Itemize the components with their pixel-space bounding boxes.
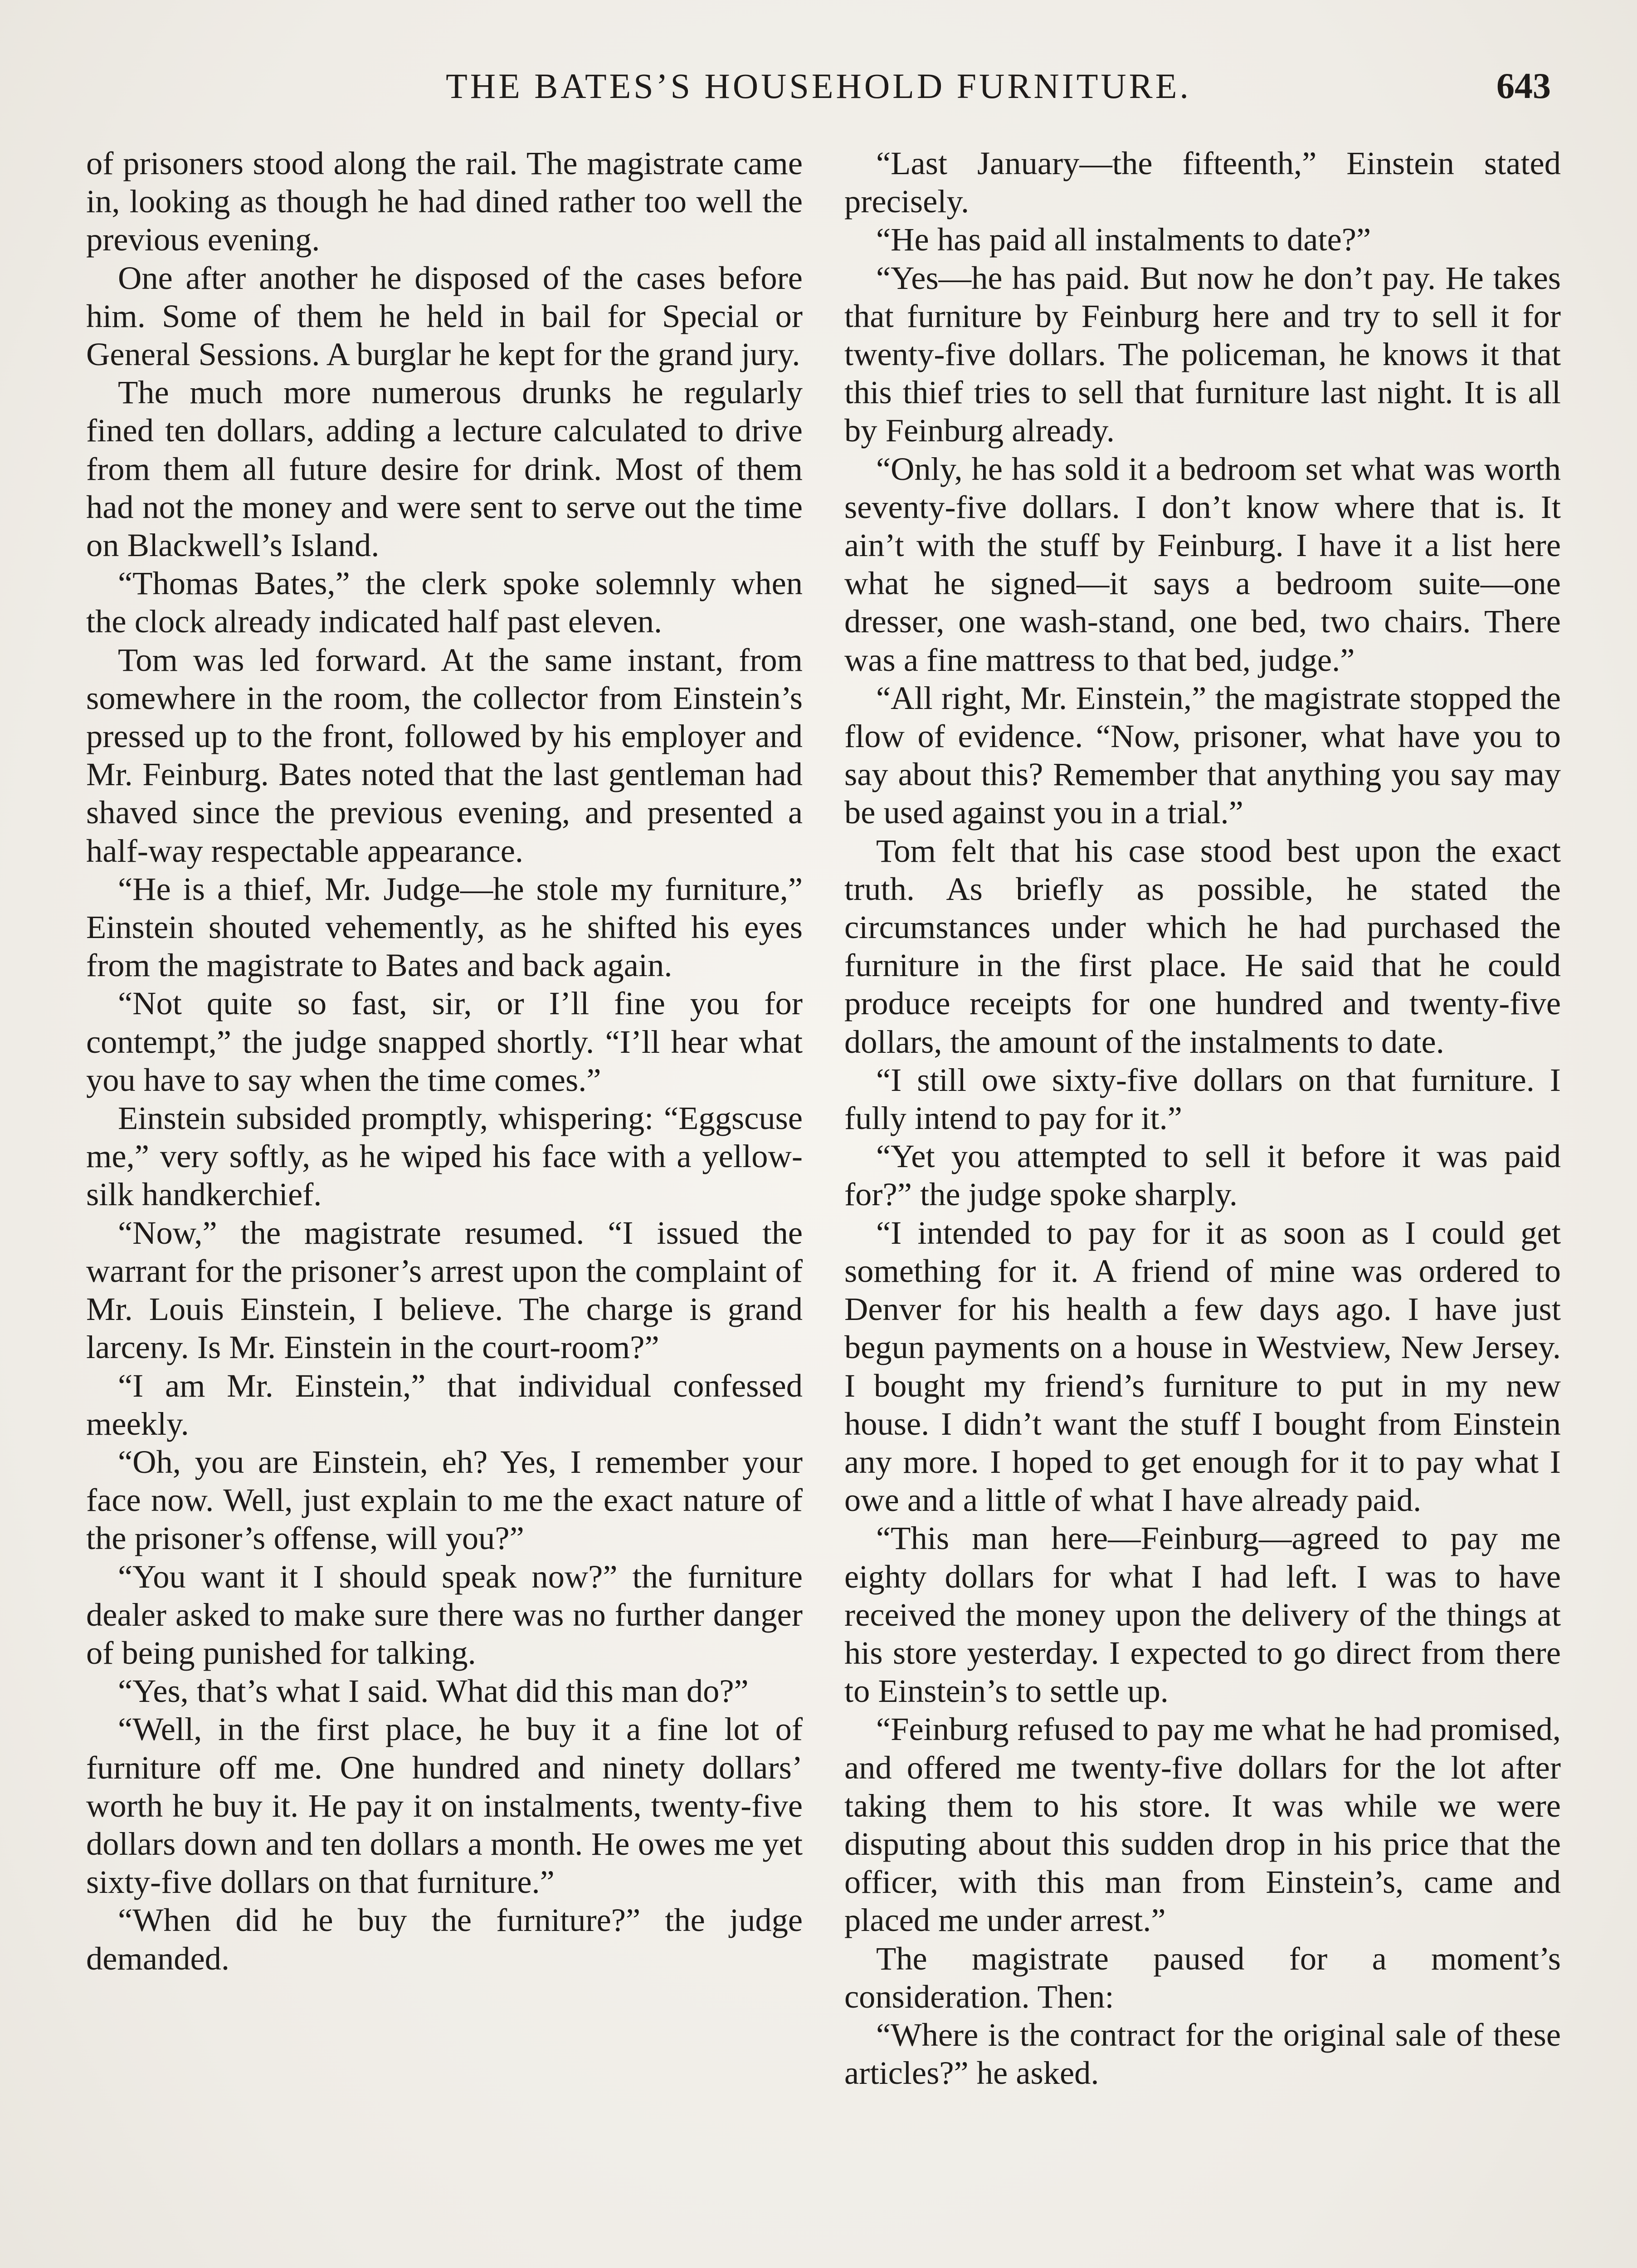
- paragraph: “Where is the contract for the original sale of these articles?” he asked.: [844, 2016, 1561, 2092]
- paragraph: “Not quite so fast, sir, or I’ll fine you for contempt,” the judge snapped shortly. “I’ll hear what you have to say when the time comes.”: [86, 985, 803, 1098]
- paragraph: “I intended to pay for it as soon as I could get something for it. A friend of mine was ordered to Denver for his health a few days ago. I have just begun payments on a house in Westview, New Jersey. I bought my friend’s furniture to put in my new house. I didn’t want the stuff I bought from Einstein any more. I hoped to get enough for it to pay what I owe and a little of what I have already paid.: [844, 1214, 1561, 1519]
- right-column: [844, 144, 1561, 2092]
- left-column: [86, 144, 803, 1978]
- paragraph: “Last January—the fifteenth,” Einstein stated precisely.: [844, 145, 1561, 220]
- paragraph: “Yes—he has paid. But now he don’t pay. He takes that furniture by Feinburg here and try to sell it for twenty-five dollars. The policeman, he knows it that this thief tries to sell that furniture last night. It is all by Feinburg already.: [844, 259, 1561, 449]
- paragraph: The magistrate paused for a moment’s consideration. Then:: [844, 1940, 1561, 2015]
- paragraph: “He is a thief, Mr. Judge—he stole my furniture,” Einstein shouted vehemently, as he shifted his eyes from the magistrate to Bates and back again.: [86, 870, 803, 984]
- paragraph: “Now,” the magistrate resumed. “I issued the warrant for the prisoner’s arrest upon the complaint of Mr. Louis Einstein, I believe. The charge is grand larceny. Is Mr. Einstein in the court-room?”: [86, 1214, 803, 1366]
- paragraph: One after another he disposed of the cases before him. Some of them he held in bail for Special or General Sessions. A burglar he kept for the grand jury.: [86, 259, 803, 373]
- paragraph: “You want it I should speak now?” the furniture dealer asked to make sure there was no further danger of being punished for talking.: [86, 1558, 803, 1671]
- running-head: THE BATES’S HOUSEHOLD FURNITURE.: [446, 66, 1191, 106]
- paragraph: “Yet you attempted to sell it before it was paid for?” the judge spoke sharply.: [844, 1138, 1561, 1213]
- paragraph: “When did he buy the furniture?” the judge demanded.: [86, 1901, 803, 1977]
- paragraph: “Yes, that’s what I said. What did this man do?”: [118, 1672, 749, 1710]
- paragraph: “This man here—Feinburg—agreed to pay me eighty dollars for what I had left. I was to have received the money upon the delivery of the things at his store yesterday. I expected to go direct from there to Einstein’s to settle up.: [844, 1520, 1561, 1710]
- paragraph: “Thomas Bates,” the clerk spoke solemnly when the clock already indicated half past eleven.: [86, 565, 803, 640]
- paragraph: Tom felt that his case stood best upon the exact truth. As briefly as possible, he stated the circumstances under which he had purchased the furniture in the first place. He said that he could produce receipts for one hundred and twenty-five dollars, the amount of the instalments to date.: [844, 832, 1561, 1060]
- page-header: [86, 59, 1551, 113]
- paragraph: of prisoners stood along the rail. The magistrate came in, looking as though he had dined rather too well the previous evening.: [86, 145, 803, 258]
- paragraph: “Only, he has sold it a bedroom set what was worth seventy-five dollars. I don’t know where that is. It ain’t with the stuff by Feinburg. I have it a list here what he signed—it says a bedroom suite—one dresser, one wash-stand, one bed, two chairs. There was a fine mattress to that bed, judge.”: [844, 450, 1561, 678]
- paragraph: “Feinburg refused to pay me what he had promised, and offered me twenty-five dollars for the lot after taking them to his store. It was while we were disputing about this sudden drop in his price that the officer, with this man from Einstein’s, came and placed me under arrest.”: [844, 1711, 1561, 1939]
- paragraph: “He has paid all instalments to date?”: [876, 221, 1371, 258]
- paragraph: “I am Mr. Einstein,” that individual confessed meekly.: [86, 1367, 803, 1442]
- paragraph: “Oh, you are Einstein, eh? Yes, I remember your face now. Well, just explain to me the exact nature of the prisoner’s offense, will you?”: [86, 1443, 803, 1557]
- paragraph: “I still owe sixty-five dollars on that furniture. I fully intend to pay for it.”: [844, 1061, 1561, 1137]
- paragraph: Tom was led forward. At the same instant, from somewhere in the room, the collector from Einstein’s pressed up to the front, followed by his employer and Mr. Feinburg. Bates noted that the last gentleman had shaved since the previous evening, and presented a half-way respectable appearance.: [86, 641, 803, 869]
- paragraph: The much more numerous drunks he regularly fined ten dollars, adding a lecture calculated to drive from them all future desire for drink. Most of them had not the money and were sent to serve out the time on Blackwell’s Island.: [86, 374, 803, 564]
- paragraph: Einstein subsided promptly, whispering: “Eggscuse me,” very softly, as he wiped his face with a yellow-silk handkerchief.: [86, 1100, 803, 1213]
- page-number: 643: [1496, 66, 1551, 106]
- paragraph: “All right, Mr. Einstein,” the magistrate stopped the flow of evidence. “Now, prisoner, what have you to say about this? Remember that anything you say may be used against you in a trial.”: [844, 679, 1561, 831]
- paragraph: “Well, in the first place, he buy it a fine lot of furniture off me. One hundred and ninety dollars’ worth he buy it. He pay it on instalments, twenty-five dollars down and ten dollars a month. He owes me yet sixty-five dollars on that furniture.”: [86, 1711, 803, 1901]
